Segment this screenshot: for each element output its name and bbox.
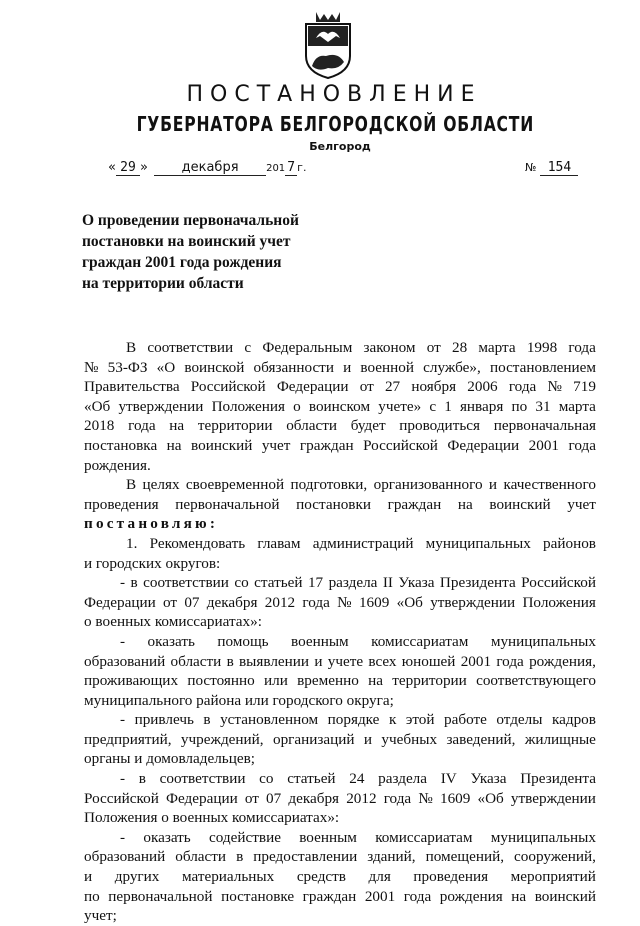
body-line: проведения первоначальной постановки граждан на воинский учет bbox=[84, 495, 596, 513]
date-day: 29 bbox=[116, 160, 140, 176]
body-line: образований области в предоставлении зданий, помещений, сооружений, bbox=[84, 848, 596, 866]
body-line: предприятий, учреждений, организаций и учебных заведений, жилищные bbox=[84, 730, 596, 748]
date-field bbox=[108, 160, 306, 176]
date-month: декабря bbox=[154, 160, 266, 176]
document-number: 154 bbox=[540, 160, 578, 176]
body-line: «Об утверждении Положения о воинском учете» с 1 января по 31 марта bbox=[84, 397, 596, 415]
subject-line: постановки на воинский учет bbox=[82, 233, 291, 250]
city-label: Белгород bbox=[309, 140, 371, 153]
body-line: - в соответствии со статьей 24 раздела IV Указа Президента bbox=[120, 770, 596, 788]
subject-line: О проведении первоначальной bbox=[82, 212, 299, 229]
subject-line: граждан 2001 года рождения bbox=[82, 254, 282, 271]
body-line: Российской Федерации от 07 декабря 2012 года № 1609 «Об утверждении bbox=[84, 789, 596, 807]
close-quote: » bbox=[139, 160, 148, 175]
subject-line: на территории области bbox=[82, 275, 244, 292]
body-line: - привлечь в установленном порядке к этой работе отделы кадров bbox=[120, 711, 596, 729]
date-year-unit: г. bbox=[297, 161, 307, 174]
body-line: образований области в выявлении и учете всех юношей 2001 года рождения, bbox=[84, 652, 596, 670]
body-line: В соответствии с Федеральным законом от 28 марта 1998 года bbox=[126, 339, 596, 356]
body-line: и других материальных средств для проведения мероприятий bbox=[84, 868, 596, 886]
body-line: постановляю: bbox=[84, 515, 219, 533]
coat-of-arms-emblem bbox=[302, 8, 354, 80]
body-line: о военных комиссариатах»: bbox=[84, 613, 262, 631]
body-line: № 53-ФЗ «О воинской обязанности и военной службе», постановлением bbox=[84, 358, 596, 376]
body-line: - в соответствии со статьей 17 раздела II Указа Президента Российской bbox=[120, 574, 596, 592]
body-line: рождения. bbox=[84, 456, 151, 474]
document-subject bbox=[82, 210, 312, 294]
body-line: - оказать содействие военным комиссариатам муниципальных bbox=[120, 828, 596, 846]
body-line: В целях своевременной подготовки, организованного и качественного bbox=[126, 476, 596, 494]
date-year-prefix: 201 bbox=[266, 163, 286, 174]
open-quote: « bbox=[108, 160, 116, 175]
body-line: органы и домовладельцев; bbox=[84, 750, 255, 768]
body-line: Положения о военных комиссариатах»: bbox=[84, 809, 340, 827]
body-line: учет; bbox=[84, 907, 117, 925]
body-line: 1. Рекомендовать главам администраций муниципальных районов bbox=[126, 534, 596, 552]
body-line: постановка на воинский учет граждан Российской Федерации 2001 года bbox=[84, 436, 596, 454]
body-line: муниципального района или городского округа; bbox=[84, 691, 394, 709]
body-line: по первоначальной постановке граждан 2001 года рождения на воинский bbox=[84, 887, 596, 905]
document-issuer: ГУБЕРНАТОРА БЕЛГОРОДСКОЙ ОБЛАСТИ bbox=[136, 112, 535, 136]
document-body bbox=[84, 338, 596, 926]
body-line: - оказать помощь военным комиссариатам муниципальных bbox=[120, 632, 596, 650]
body-line: проживающих постоянно или временно на территории соответствующего bbox=[84, 672, 596, 690]
number-field bbox=[525, 160, 578, 176]
document-title: ПОСТАНОВЛЕНИЕ bbox=[186, 82, 482, 107]
date-year-suffix: 7 bbox=[285, 160, 297, 176]
body-line: Федерации от 07 декабря 2012 года № 1609 «Об утверждении Положения bbox=[84, 593, 596, 611]
body-line: и городских округов: bbox=[84, 554, 221, 572]
number-label: № bbox=[525, 161, 537, 174]
body-line: 2018 года на территории области будет проводиться первоначальная bbox=[84, 417, 596, 435]
body-line: Правительства Российской Федерации от 27 ноября 2006 года № 719 bbox=[84, 378, 596, 396]
